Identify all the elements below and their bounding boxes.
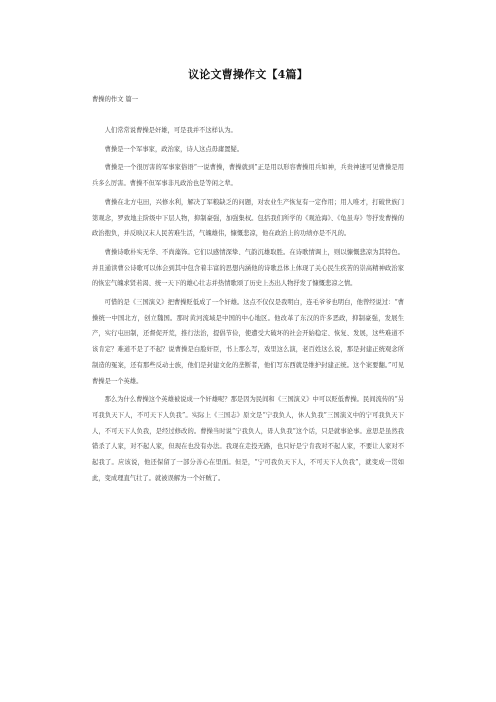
paragraph: 曹操在北方屯田，兴修水利，解决了军粮缺乏的问题，对农业生产恢复有一定作用；用人唯才，打破世族门第观念，罗致地主阶级中下层人物，抑制豪强，加强集权。包括我们所学的《观沧海》、《龟虽寿》等抒发曹操的政治抱负，并反映汉末人民苦难生活，气魄雄伟，慷慨悲凉，他在政治上的功绩亦是不凡的。 <box>92 198 404 238</box>
document-title: 议论文曹操作文【4篇】 <box>188 68 308 81</box>
paragraph: 曹操是一个军事家，政治家，诗人这点毋庸置疑。 <box>104 145 244 153</box>
paragraph: 曹操诗歌朴实无华、不尚藻饰。它们以感情深挚、气韵沉雄取胜。在诗歌情调上，则以慷慨悲凉为其特色。并且通读曹公诗歌可以体会到其中包含着丰富的思想内涵他的诗歌总体上体现了关心民生疾苦的崇高精神政治家的恢宏气魄求贤若渴、统一天下的雄心壮志并热情歌颂了历史上杰出人物抒发了慷慨悲凉之情。 <box>92 248 404 288</box>
paragraph: 那么为什么曹操这个英雄被说成一个奸雄呢？那是因为民间和《三国演义》中可以贬低曹操。民间流传的“另可我负天下人，不可天下人负我”。实际上《三国志》原文是“宁我负人，休人负我”三国演义中的宁可我负天下人，不可天下人负我，是经过修改的。曹操当时说“宁我负人，毋人负我”这个话，只是就事论事。意思是虽然我错杀了人家，对不起人家，但现在也没有办法。我现在走投无路，也只好是宁肯我对不起人家，不要让人家对不起我了。应该说，他还保留了一部分善心在里面。但是，“宁可我负天下人，不可天下人负我”，就变成一贯如此，变成理直气壮了。就被误解为一个奸贼了。 <box>92 396 404 482</box>
paragraph: 人们常常说曹操是奸雄，可是我并不这样认为。 <box>104 127 237 134</box>
paragraph: 可惜的是《三国演义》把曹操贬低成了一个奸雄。这点不仅仅是我明白，连毛爷爷也明白，他曾经说过：“曹操统一中国北方，创立魏国。那时黄河流域是中国的中心地区。他改革了东汉的许多恶政，抑制豪强，发展生产，实行屯田制，还督促开荒，推行法治，提倡节俭，使遭受大破坏的社会开始稳定、恢复、发展，这些难道不该肯定？难道不是了不起？说曹操是白脸奸臣，书上那么写，戏里这么演，老百姓这么说，那是封建正统观念所制造的冤案，还有那些反动士族，他们是封建文化的垄断者，他们写东西就是维护封建正统。这个案要翻。”可见曹操是一个英雄。 <box>92 299 404 385</box>
paragraph: 曹操是一个很厉害的军事家俗语“一说曹操，曹操就到”正是用以形容曹操用兵如神，兵贵神速可见曹操是用兵多么厉害。曹操不但军事非凡政治也是等闲之辈。 <box>92 164 404 188</box>
section-heading: 曹操的作文 篇一 <box>92 96 139 103</box>
